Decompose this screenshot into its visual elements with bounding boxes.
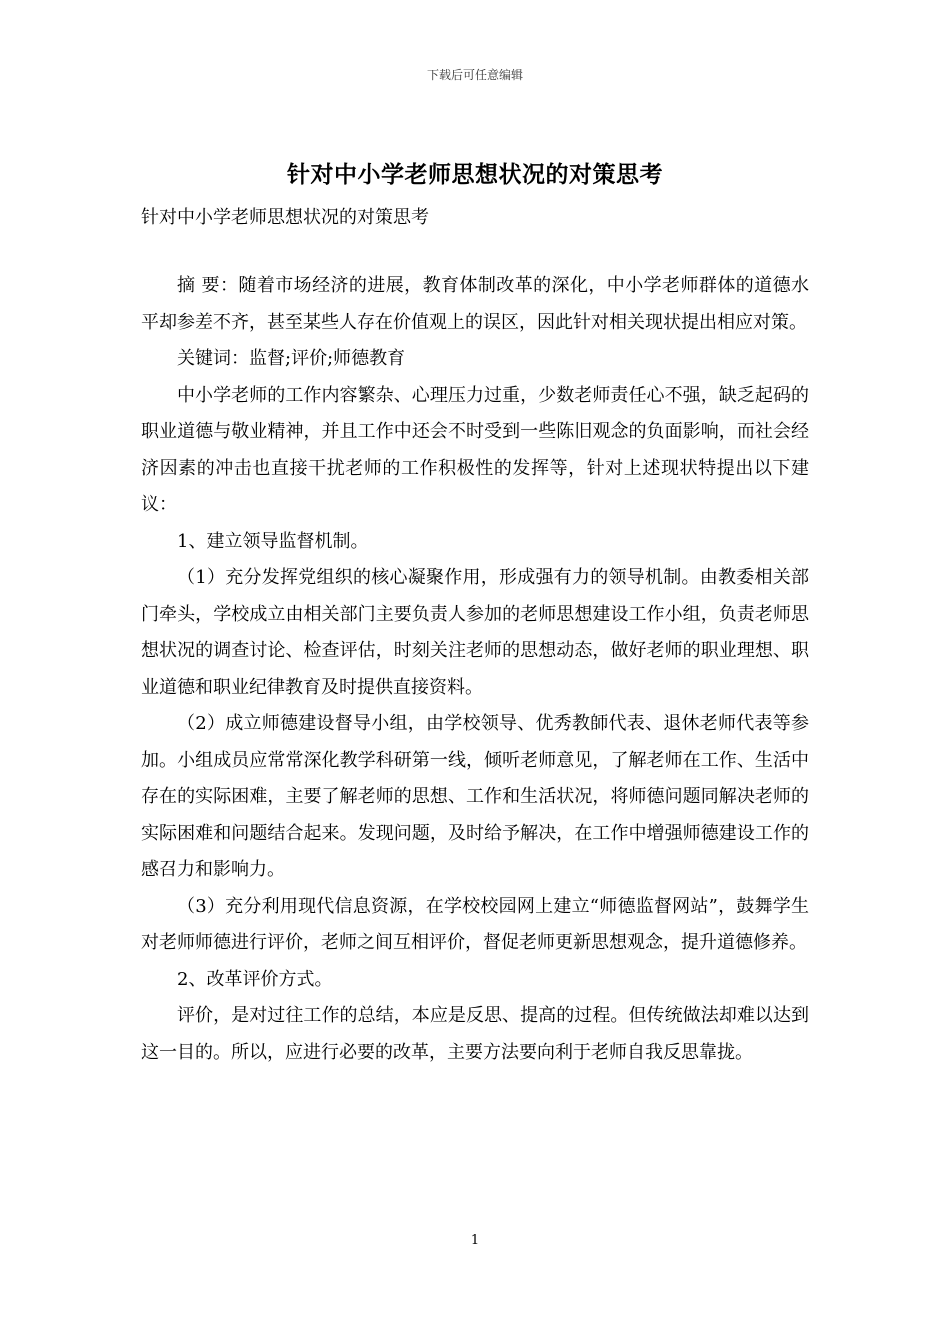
- paragraph-item-1: （1）充分发挥党组织的核心凝聚作用，形成强有力的领导机制。由教委相关部门牵头，学校成立由相关部门主要负责人参加的老师思想建设工作小组，负责老师思想状况的调查讨论、检查评估，时刻关注老师的思想动态，做好老师的职业理想、职业道德和职业纪律教育及时提供直接资料。: [141, 567, 809, 698]
- paragraph-keywords: 关键词：监督;评价;师德教育: [177, 348, 406, 369]
- paragraph-item-2: （2）成立师德建设督导小组，由学校领导、优秀教師代表、退休老师代表等参加。小组成员应常常深化教学科研第一线，倾听老师意见，了解老师在工作、生活中存在的实际困难，主要了解老师的思想、工作和生活状况，将师德问题同解决老师的实际困难和问题结合起来。发现问题，及时给予解决，在工作中增强师德建设工作的感召力和影响力。: [141, 713, 809, 880]
- body-text: [141, 268, 809, 1071]
- section-heading-1: 1、建立领导监督机制。: [177, 530, 369, 552]
- header-note: 下载后可任意编辑: [426, 68, 523, 82]
- paragraph-intro: 中小学老师的工作内容繁杂、心理压力过重，少数老师责任心不强，缺乏起码的职业道德与敬业精神，并且工作中还会不时受到一些陈旧观念的负面影响，而社会经济因素的冲击也直接干扰老师的工作积极性的发挥等，针对上述现状特提出以下建议：: [141, 384, 809, 515]
- paragraph-evaluation: 评价，是对过往工作的总结，本应是反思、提高的过程。但传统做法却难以达到这一目的。所以，应进行必要的改革，主要方法要向利于老师自我反思靠拢。: [141, 1005, 809, 1063]
- document-subtitle: 针对中小学老师思想状况的对策思考: [141, 207, 429, 228]
- paragraph-item-3: （3）充分利用现代信息资源，在学校校园网上建立“师德监督网站”，鼓舞学生对老师师德进行评价，老师之间互相评价，督促老师更新思想观念，提升道德修养。: [141, 895, 809, 953]
- paragraph-abstract: 摘 要：随着市场经济的进展，教育体制改革的深化，中小学老师群体的道德水平却参差不齐，甚至某些人存在价值观上的误区，因此针对相关现状提出相应对策。: [141, 275, 809, 333]
- page-number: 1: [470, 1233, 480, 1248]
- section-heading-2: 2、改革评价方式。: [177, 968, 333, 990]
- document-title: 针对中小学老师思想状况的对策思考: [287, 161, 663, 188]
